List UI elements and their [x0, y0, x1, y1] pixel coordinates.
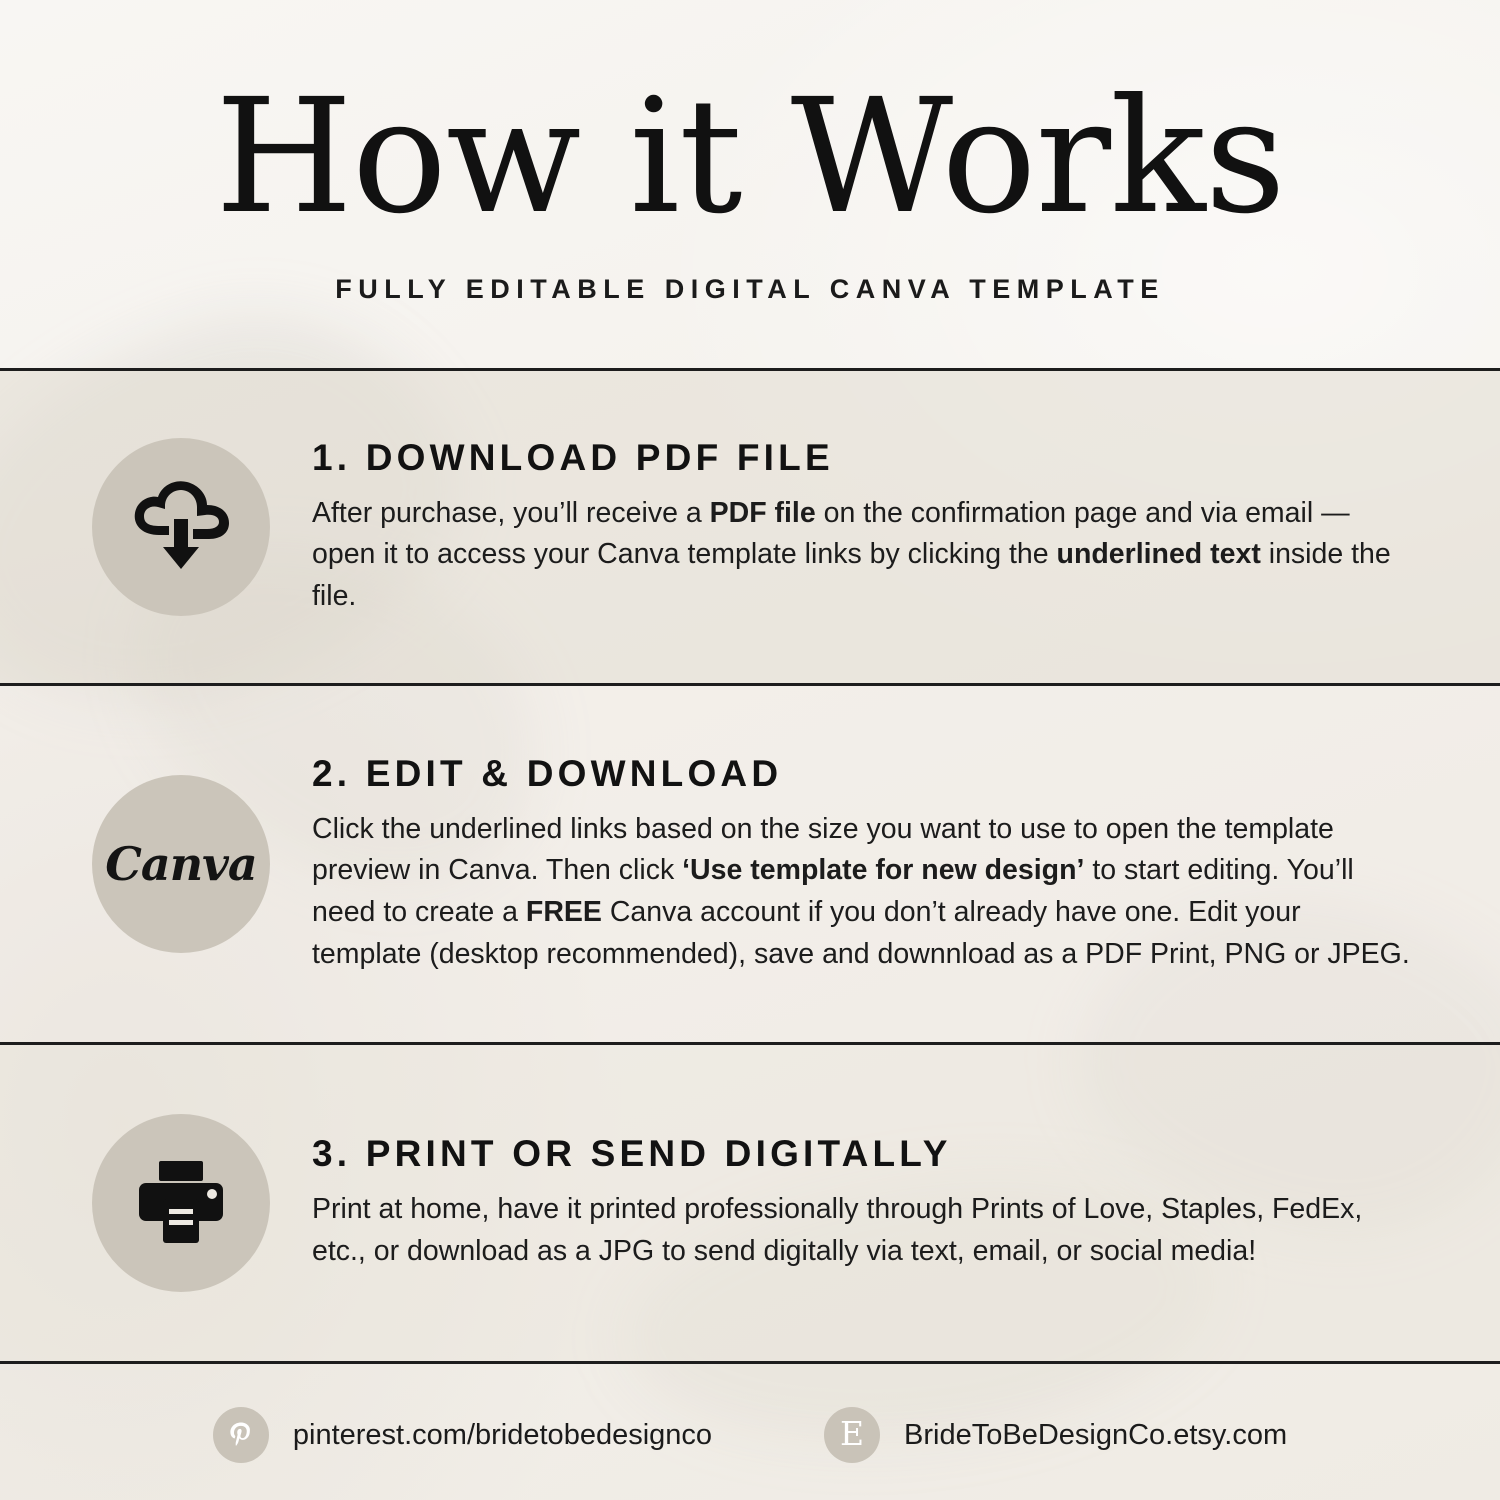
- printer-icon: [92, 1114, 270, 1292]
- cloud-download-icon: [92, 438, 270, 616]
- step-2-text: [312, 753, 1436, 975]
- page-title: How it Works: [215, 65, 1285, 249]
- step-row-3: [0, 1045, 1500, 1361]
- step-1-text: [312, 437, 1436, 618]
- footer: [0, 1364, 1500, 1500]
- step-3-text: [312, 1133, 1436, 1272]
- pinterest-icon: [213, 1407, 269, 1463]
- divider: [0, 1042, 1500, 1045]
- step-row-1: [0, 371, 1500, 683]
- step-2-title: 2. EDIT & DOWNLOAD: [312, 752, 783, 794]
- etsy-icon: E: [824, 1407, 880, 1463]
- divider: [0, 368, 1500, 371]
- canva-wordmark: Canva: [105, 837, 257, 891]
- step-3-title: 3. PRINT OR SEND DIGITALLY: [312, 1133, 952, 1175]
- etsy-shop-url: BrideToBeDesignCo.etsy.com: [904, 1418, 1288, 1451]
- footer-link-etsy[interactable]: [824, 1407, 1287, 1463]
- step-1-body: After purchase, you’ll receive a PDF file on the confirmation page and via email — open it to access your Canva template links by clicking the underlined text inside the file.: [312, 496, 1391, 612]
- divider: [0, 1361, 1500, 1364]
- step-3-body: Print at home, have it printed professionally through Prints of Love, Staples, FedEx, etc., or download as a JPG to send digitally via text, email, or social media!: [312, 1193, 1363, 1267]
- step-row-2: [0, 686, 1500, 1042]
- step-1-title: 1. DOWNLOAD PDF FILE: [312, 436, 834, 478]
- footer-link-pinterest[interactable]: [213, 1407, 712, 1463]
- header: [0, 0, 1500, 368]
- divider: [0, 683, 1500, 686]
- page-subtitle: FULLY EDITABLE DIGITAL CANVA TEMPLATE: [335, 274, 1165, 304]
- canva-logo-icon: [92, 775, 270, 953]
- pinterest-handle: pinterest.com/bridetobedesignco: [292, 1418, 713, 1451]
- step-2-body: Click the underlined links based on the size you want to use to open the template preview in Canva. Then click ‘Use template for new design’ to start editing. You’ll need to create a FREE Canva account if you don’t already have one. Edit your template (desktop recommended), save and downnload as a PDF Print, PNG or JPEG.: [312, 812, 1410, 970]
